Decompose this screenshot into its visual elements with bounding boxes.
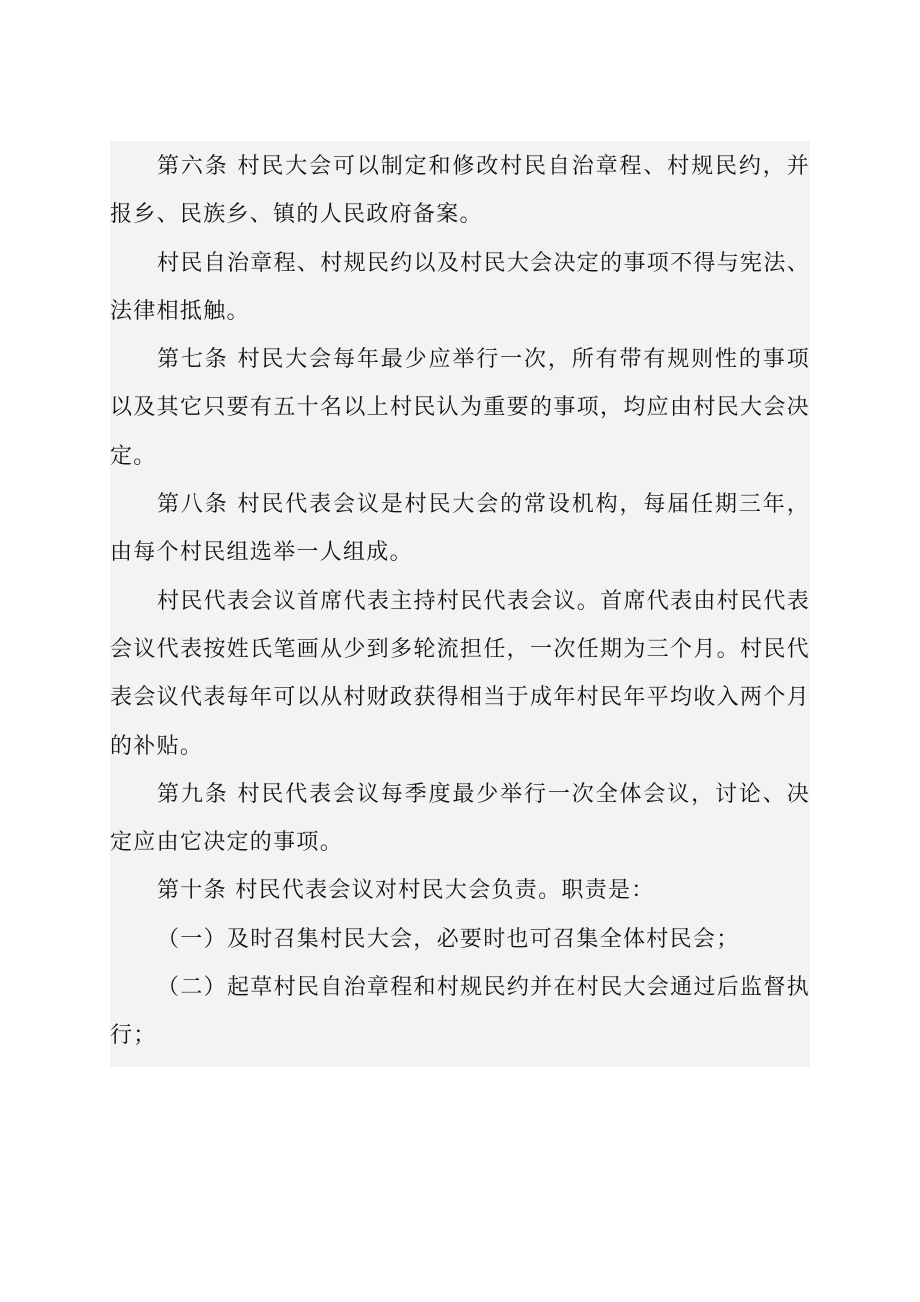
article-6-clause-paragraph: 村民自治章程、村规民约以及村民大会决定的事项不得与宪法、法律相抵触。 bbox=[110, 250, 810, 324]
article-10-item-2: （二）起草村民自治章程和村规民约并在村民大会通过后监督执行； bbox=[110, 975, 810, 1049]
article-10-item-1: （一）及时召集村民大会，必要时也可召集全体村民会； bbox=[157, 926, 740, 952]
article-6-paragraph: 第六条 村民大会可以制定和修改村民自治章程、村规民约，并报乡、民族乡、镇的人民政府备案。 bbox=[110, 154, 810, 228]
article-8-paragraph: 第八条 村民代表会议是村民大会的常设机构，每届任期三年，由每个村民组选举一人组成。 bbox=[110, 492, 810, 566]
article-10-paragraph: 第十条 村民代表会议对村民大会负责。职责是： bbox=[157, 878, 655, 904]
article-7-paragraph: 第七条 村民大会每年最少应举行一次，所有带有规则性的事项以及其它只要有五十名以上村民认为重要的事项，均应由村民大会决定。 bbox=[110, 347, 810, 469]
document-body bbox=[110, 141, 810, 1067]
article-8-clause-paragraph: 村民代表会议首席代表主持村民代表会议。首席代表由村民代表会议代表按姓氏笔画从少到多轮流担任，一次任期为三个月。村民代表会议代表每年可以从村财政获得相当于成年村民年平均收入两个月的补贴。 bbox=[110, 588, 810, 759]
article-9-paragraph: 第九条 村民代表会议每季度最少举行一次全体会议，讨论、决定应由它决定的事项。 bbox=[110, 781, 810, 856]
